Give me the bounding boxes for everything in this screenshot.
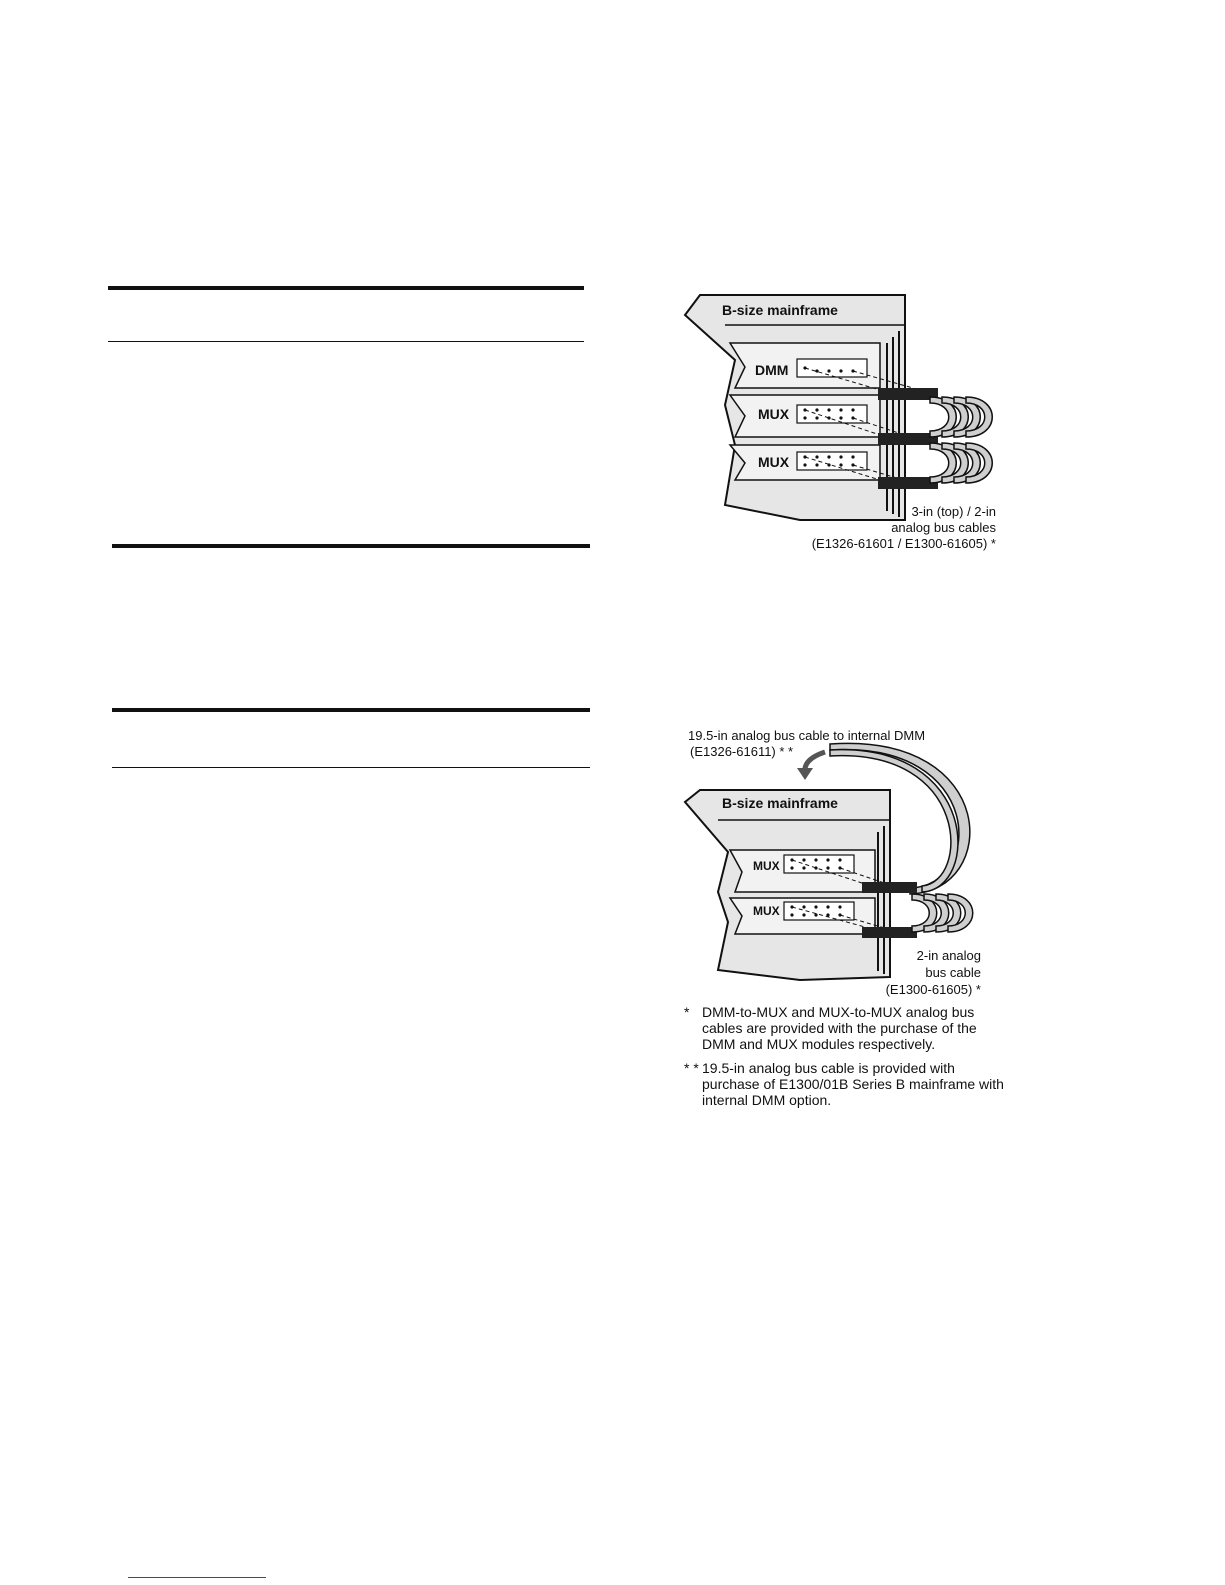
figure-footnotes xyxy=(684,1004,1014,1116)
module-label-mux: MUX xyxy=(753,904,780,918)
section-rule-thin xyxy=(112,767,590,768)
footnote-mark: * * xyxy=(684,1060,699,1076)
footnote-mark: * xyxy=(684,1004,690,1020)
mainframe-label: B-size mainframe xyxy=(722,302,838,318)
link-underline[interactable] xyxy=(128,1577,266,1578)
cable-caption-line: bus cable xyxy=(925,965,981,980)
cable-caption-line: 3-in (top) / 2-in xyxy=(911,504,996,519)
section-rule-top xyxy=(112,544,590,548)
module-label-mux: MUX xyxy=(758,454,790,470)
cable-caption-line: 2-in analog xyxy=(916,948,981,963)
internal-dmm-cable-caption: 19.5-in analog bus cable to internal DMM xyxy=(688,728,926,743)
section-rule-top xyxy=(112,708,590,712)
mainframe-cable-diagram-1 xyxy=(680,285,1020,565)
cable-caption-line: (E1326-61601 / E1300-61605) * xyxy=(811,536,996,551)
footnote xyxy=(684,1004,1014,1052)
footnote-text: DMM-to-MUX and MUX-to-MUX analog bus cables are provided with the purchase of the DMM and MUX modules respectively. xyxy=(702,1004,977,1052)
footnote-text: 19.5-in analog bus cable is provided with purchase of E1300/01B Series B mainframe with internal DMM option. xyxy=(702,1060,1004,1108)
cable-caption-line: analog bus cables xyxy=(891,520,996,535)
footnote xyxy=(684,1060,1014,1108)
module-label-dmm: DMM xyxy=(755,362,789,378)
module-label-mux: MUX xyxy=(753,859,780,873)
module-label-mux: MUX xyxy=(758,406,790,422)
section-rule-thin xyxy=(108,341,584,342)
mainframe-cable-diagram-2 xyxy=(680,722,1020,1002)
section-rule-top xyxy=(108,286,584,290)
cable-caption-line: (E1300-61605) * xyxy=(885,982,981,997)
internal-dmm-cable-caption: (E1326-61611) * * xyxy=(690,744,794,759)
mainframe-label: B-size mainframe xyxy=(722,795,838,811)
